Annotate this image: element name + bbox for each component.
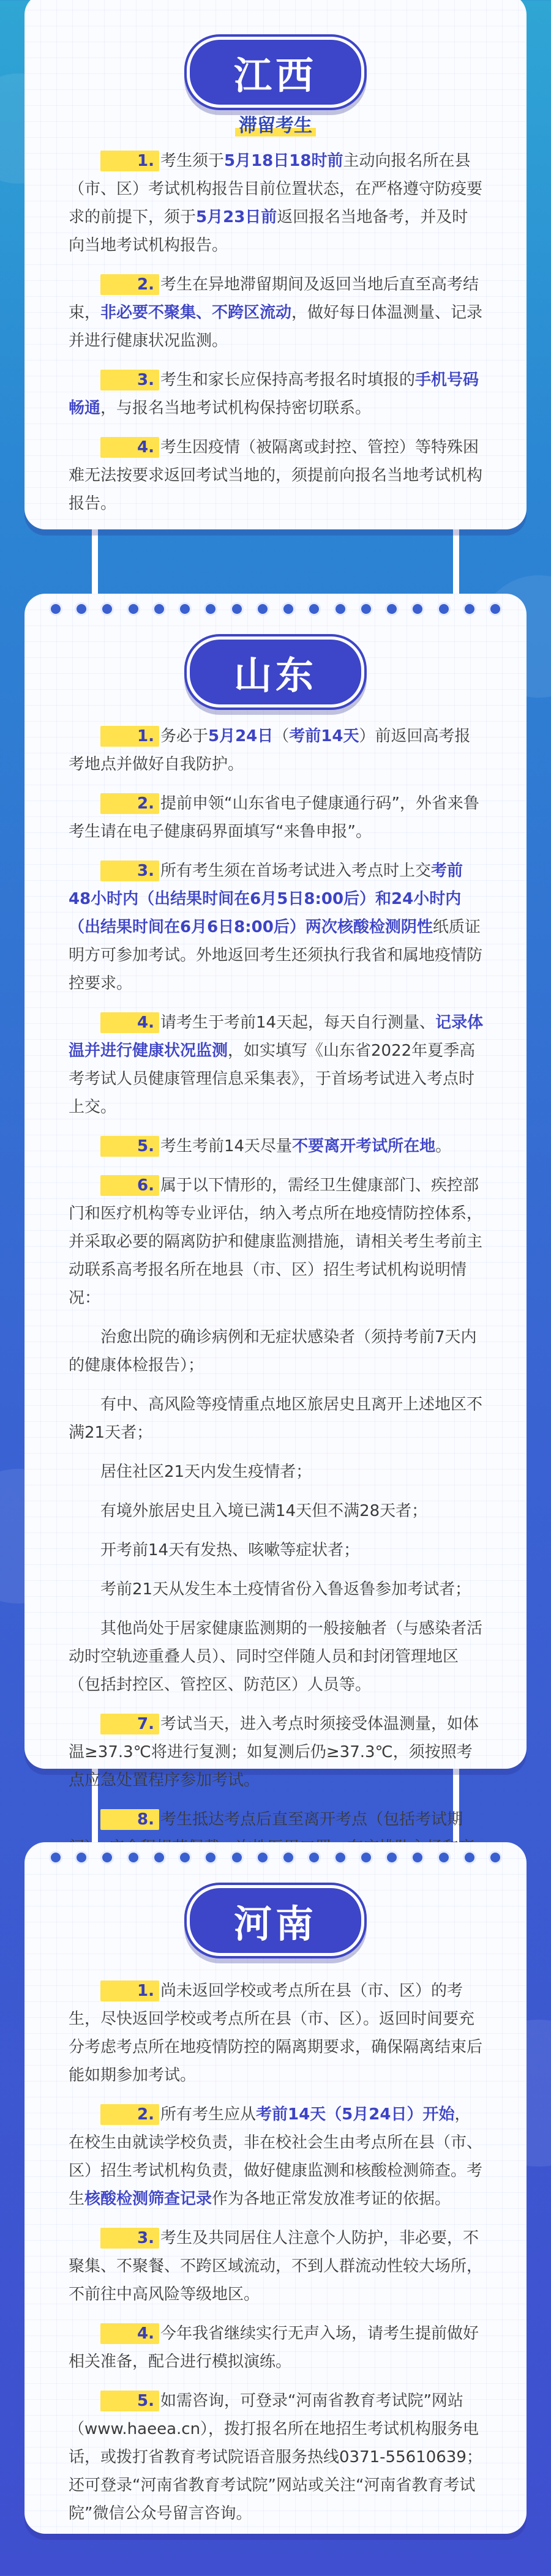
section-title: 山东 [187,637,364,707]
item-paragraph [69,1009,484,1121]
item-paragraph [69,1171,484,1312]
body-text: 有中、高风险等疫情重点地区旅居史且离开上述地区不满21天者； [69,1395,483,1442]
item-number: 4. [100,2323,159,2344]
body-text: 提前申领“山东省电子健康通行码”，外省来鲁考生请在电子健康码界面填写“来鲁申报”。 [69,794,479,841]
section-content [69,1977,484,2539]
item-number: 5. [100,1136,159,1157]
item-paragraph [69,1497,484,1525]
item-paragraph [69,1977,484,2089]
body-text: 其他尚处于居家健康监测期的一般接触者（与感染者活动时空轨迹重叠人员）、同时空伴随人员和封闭管理地区（包括封控区、管控区、防范区）人员等。 [69,1619,483,1694]
item-number: 2. [100,274,159,295]
item-paragraph [69,433,484,518]
emphasis-text: 5月24日 [208,727,274,745]
section-card-henan [24,1842,527,2534]
item-paragraph [69,271,484,355]
body-text: 治愈出院的确诊病例和无症状感染者（须持考前7天内的健康体检报告）； [69,1328,477,1375]
body-text: 所有考生应从 [160,2105,256,2124]
body-text: ，与报名当地考试机构保持密切联系。 [100,399,372,417]
item-number: 3. [100,370,159,390]
body-text: 考生因疫情（被隔离或封控、管控）等特殊困难无法按要求返回考试当地的，须提前向报名当地考试机构报告。 [69,438,483,513]
body-text: ，如实填写《山东省2022年夏季高考考试人员健康管理信息采集表》，于首场考试进入考点时上交。 [69,1042,476,1116]
item-paragraph [69,1710,484,1794]
body-text: 居住社区21天内发生疫情者； [100,1463,312,1481]
body-text: 有境外旅居史且入境已满14天但不满28天者； [100,1502,428,1520]
item-number: 4. [100,1012,159,1033]
body-text: 尚未返回学校或考点所在县（市、区）的考生，尽快返回学校或考点所在县（市、区）。返回时间要充分考虑考点所在地疫情防控的隔离期要求，确保隔离结束后能如期参加考试。 [69,1982,483,2085]
item-number: 4. [100,437,159,458]
item-paragraph [69,2387,484,2528]
item-paragraph [69,1323,484,1379]
item-paragraph [69,1536,484,1564]
emphasis-text: 记录体温并进行健康状况监测 [69,1014,484,1060]
emphasis-text: 5月23日前 [196,208,277,226]
body-text: 纸质证明方可参加考试。外地返回考生还须执行我省和属地疫情防控要求。 [69,918,483,993]
section-subtitle: 滞留考生 [24,110,527,137]
emphasis-text: 非必要不聚集、不跨区流动 [100,304,292,322]
item-paragraph [69,1615,484,1699]
body-text: 考前21天从发生本土疫情省份入鲁返鲁参加考试者； [100,1580,471,1599]
body-text: 所有考生须在首场考试进入考点时上交 [160,862,431,880]
body-text: 考生和家长应保持高考报名时填报的 [160,371,415,389]
section-card-jiangxi [24,0,527,529]
body-text: ，在校生由就读学校负责，非在校社会生由考点所在县（市、区）招生考试机构负责，做好健康监测和核酸检测筛查。考生 [69,2105,483,2208]
emphasis-text: 考前14天（5月24日）开始 [255,2105,455,2124]
body-text: 开考前14天有发热、咳嗽等症状者； [100,1541,360,1559]
body-text: 主动向报名所在县（市、区）考试机构报告目前位置状态，在严格遵守防疫要求的前提下，须于 [69,152,483,226]
card-connector [92,526,98,600]
item-paragraph [69,2100,484,2213]
item-number: 7. [100,1714,159,1734]
emphasis-text: 考前14天 [289,727,359,745]
item-number: 2. [100,793,159,814]
body-text: （ [273,727,290,745]
body-text: 返回报名当地备考，并及时向当地考试机构报告。 [69,208,468,255]
item-number: 1. [100,151,159,171]
item-paragraph [69,1575,484,1603]
item-paragraph [69,2224,484,2309]
body-text: 请考生于考前14天起，每天自行测量、 [160,1014,436,1032]
body-text: 考生考前14天尽量 [160,1137,293,1155]
body-text: 考生及共同居住人注意个人防护，非必要，不聚集、不聚餐、不跨区域流动，不到人群流动性较大场所，不前往中高风险等级地区。 [69,2229,483,2304]
item-number: 3. [100,861,159,881]
emphasis-text: 核酸检测筛查记录 [84,2190,212,2208]
item-paragraph [69,722,484,778]
body-text: 考生须于 [160,152,224,170]
body-text: 务必于 [160,727,208,745]
item-number: 6. [100,1175,159,1196]
item-paragraph [69,1458,484,1486]
emphasis-text: 手机号码畅通 [69,371,479,417]
body-text: 如需咨询，可登录“河南省教育考试院”网站（www.haeea.cn），拨打报名所在地招生考试机构服务电话，或拨打省教育考试院语音服务热线0371-55610639；还可登录“河南省教育考试院”网站或关注“河南省教育考试院”微信公众号留言咨询。 [69,2392,482,2523]
section-title: 河南 [187,1885,364,1956]
binder-holes [49,602,502,623]
item-number: 2. [100,2104,159,2125]
card-connector [453,526,459,600]
item-paragraph [69,857,484,998]
item-paragraph [69,366,484,422]
emphasis-text: 不要离开考试所在地 [292,1137,436,1155]
section-content [69,722,484,1901]
item-number: 5. [100,2391,159,2411]
emphasis-text: 考前48小时内（出结果时间在6月5日8:00后）和24小时内（出结果时间在6月6日8:00后）两次核酸检测阴性 [69,862,463,936]
body-text: 考试当天，进入考点时须接受体温测量，如体温≥37.3℃将进行复测；如复测后仍≥37.3℃，须按照考点应急处置程序参加考试。 [69,1715,479,1790]
section-content [69,147,484,529]
item-number: 3. [100,2228,159,2249]
body-text: 考生抵达考点后直至离开考点（包括考试期 [160,1810,463,1829]
item-paragraph [69,1132,484,1160]
section-card-shandong [24,594,527,1829]
body-text: 作为各地正常发放准考证的依据。 [212,2190,451,2208]
body-text: 属于以下情形的，需经卫生健康部门、疾控部门和医疗机构等专业评估，纳入考点所在地疫情防控体系，并采取必要的隔离防护和健康监测措施，请相关考生考前主动联系高考报名所在地县（市、区）招生考试机构说明情况： [69,1176,483,1307]
binder-holes [49,1851,502,1872]
item-paragraph [69,790,484,846]
body-text: ）前返回高考报考地点并做好自我防护。 [69,727,471,774]
body-text: 考生在异地滞留期间及返回当地后直至高考结束， [69,275,479,322]
body-text: 今年我省继续实行无声入场，请考生提前做好相关准备，配合进行模拟演练。 [69,2324,479,2371]
item-paragraph [69,2320,484,2376]
item-paragraph [69,1391,484,1447]
section-title: 江西 [187,37,364,108]
body-text: 。 [435,1137,452,1155]
body-text: ，做好每日体温测量、记录并进行健康状况监测。 [69,304,483,350]
item-number: 1. [100,726,159,747]
item-number: 1. [100,1981,159,2001]
emphasis-text: 5月18日18时前 [223,152,343,170]
item-paragraph [69,147,484,259]
item-number: 8. [100,1809,159,1830]
